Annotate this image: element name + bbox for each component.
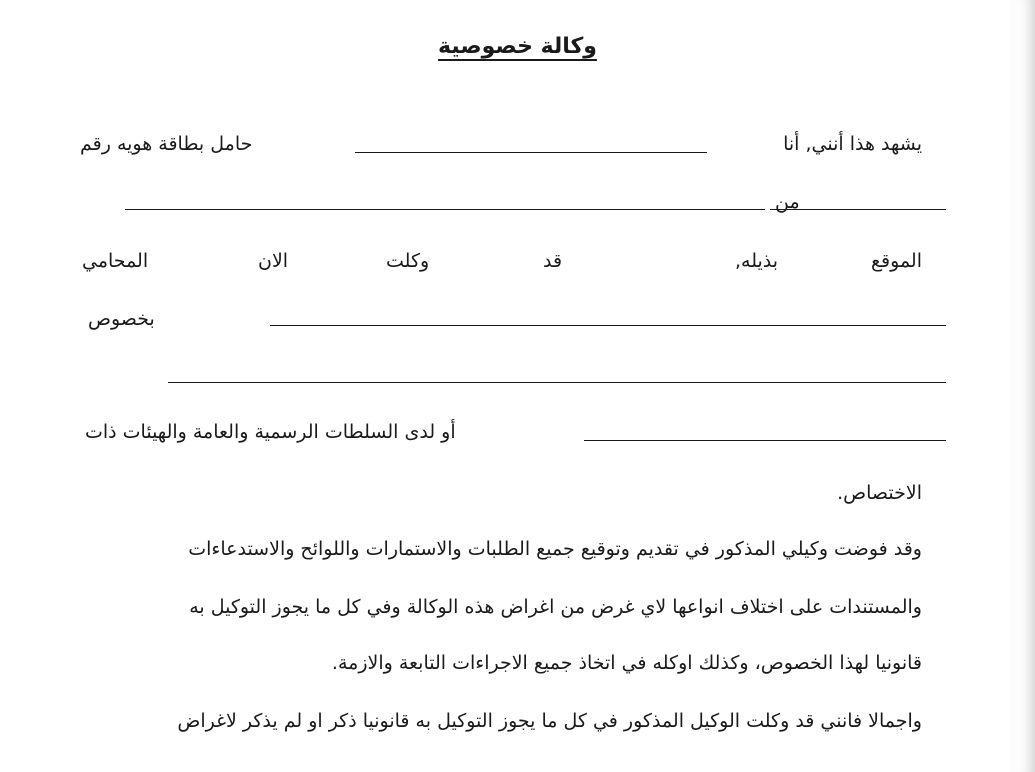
from-label: من [775,191,800,213]
general-authorization-line: واجمالا فانني قد وكلت الوكيل المذكور في كل ما يجوز التوكيل به قانونيا ذكر او لم يذكر لاغراض [177,710,922,732]
declaration-part-a: يشهد هذا أنني, أنا [783,133,922,155]
have-word: قد [543,250,563,272]
now-word: الان [258,250,289,272]
undersigned-word: بذيله, [735,250,779,272]
appointed-word: وكلت [386,250,430,272]
issued-from-blank-line[interactable] [125,209,765,210]
document-title: وكالة خصوصية [438,34,597,59]
lawyer-word: المحامي [82,250,149,272]
authorization-paragraph-line-2: والمستندات على اختلاف انواعها لاي غرض من اغراض هذه الوكالة وفي كل ما يجوز التوكيل به [189,596,922,618]
authorities-text: أو لدى السلطات الرسمية والعامة والهيئات ذات [85,421,456,443]
authorization-paragraph-line-3: قانونيا لهذا الخصوص، وكذلك اوكله في اتخاذ جميع الاجراءات التابعة والازمة. [331,652,922,674]
declaration-part-b: حامل بطاقة هويه رقم [80,133,253,155]
regarding-label: بخصوص [88,308,155,330]
lawyer-name-blank-line[interactable] [270,325,946,326]
signatory-word: الموقع [870,250,922,272]
name-blank-line[interactable] [355,152,707,153]
authority-blank-line[interactable] [584,440,946,441]
jurisdiction-text: الاختصاص. [837,482,922,504]
authorization-paragraph-line-1: وقد فوضت وكيلي المذكور في تقديم وتوقيع جميع الطلبات والاستمارات واللوائح والاستدعاءات [188,538,922,560]
subject-blank-line[interactable] [168,382,946,383]
